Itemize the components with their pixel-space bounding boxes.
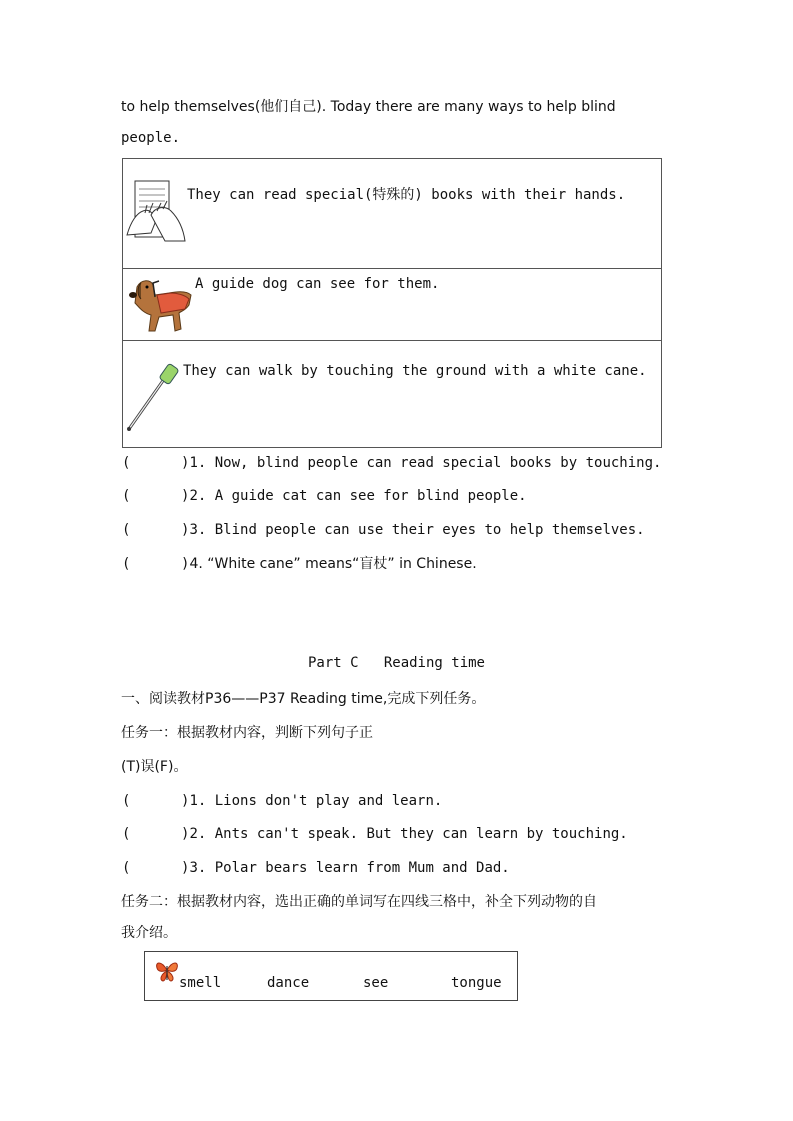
word-option: see — [363, 975, 389, 991]
judge-item-2 — [122, 486, 527, 506]
answer-blank[interactable]: ( ) — [122, 522, 190, 538]
word-option: tongue — [451, 975, 502, 991]
section-heading: Part C Reading time — [307, 655, 485, 671]
task1-item-2 — [122, 824, 628, 844]
task2-title: 任务二：根据教材内容，选出正确的单词写在四线三格中，补全下列动物的自 — [121, 894, 597, 910]
task1-title: 任务一：根据教材内容，判断下列句子正 — [121, 725, 373, 741]
table-row-text: They can read special(特殊的) books with their hands. — [187, 187, 626, 203]
butterfly-icon — [155, 958, 179, 984]
intro-line-1: to help themselves(他们自己). Today there are many ways to help blind — [121, 99, 616, 115]
task1-item-1 — [122, 791, 442, 811]
question-text: 2. Ants can't speak. But they can learn by touching. — [189, 826, 628, 842]
question-text: 4. “White cane” means“盲杖” in Chinese. — [189, 556, 477, 572]
braille-reading-icon — [125, 177, 187, 247]
instruction: 一、阅读教材P36——P37 Reading time,完成下列任务。 — [121, 691, 486, 707]
table-row — [123, 269, 661, 341]
white-cane-icon — [125, 361, 183, 433]
judge-item-3 — [122, 520, 645, 540]
table-row-text: They can walk by touching the ground with a white cane. — [183, 363, 647, 379]
guide-dog-icon — [125, 273, 195, 335]
word-option: dance — [267, 975, 310, 991]
task1-item-3 — [122, 858, 510, 878]
question-text: 1. Lions don't play and learn. — [189, 793, 443, 809]
answer-blank[interactable]: ( ) — [122, 488, 190, 504]
question-text: 2. A guide cat can see for blind people. — [189, 488, 527, 504]
table-row — [123, 341, 661, 449]
word-option: smell — [179, 975, 222, 991]
question-text: 3. Blind people can use their eyes to help themselves. — [189, 522, 645, 538]
answer-blank[interactable]: ( ) — [122, 826, 190, 842]
task2-title-cont: 我介绍。 — [121, 925, 177, 941]
table-row — [123, 159, 661, 269]
word-bank — [144, 951, 518, 1001]
judge-item-1 — [122, 453, 661, 473]
answer-blank[interactable]: ( ) — [122, 860, 190, 876]
intro-line-2: people. — [121, 130, 181, 146]
question-text: 1. Now, blind people can read special books by touching. — [189, 455, 662, 471]
judge-item-4 — [122, 554, 477, 574]
answer-blank[interactable]: ( ) — [122, 455, 190, 471]
question-text: 3. Polar bears learn from Mum and Dad. — [189, 860, 510, 876]
answer-blank[interactable]: ( ) — [122, 793, 190, 809]
table-row-text: A guide dog can see for them. — [195, 276, 440, 292]
task1-title-cont: (T)误(F)。 — [121, 759, 188, 775]
ways-table — [122, 158, 662, 448]
answer-blank[interactable]: ( ) — [122, 556, 190, 572]
